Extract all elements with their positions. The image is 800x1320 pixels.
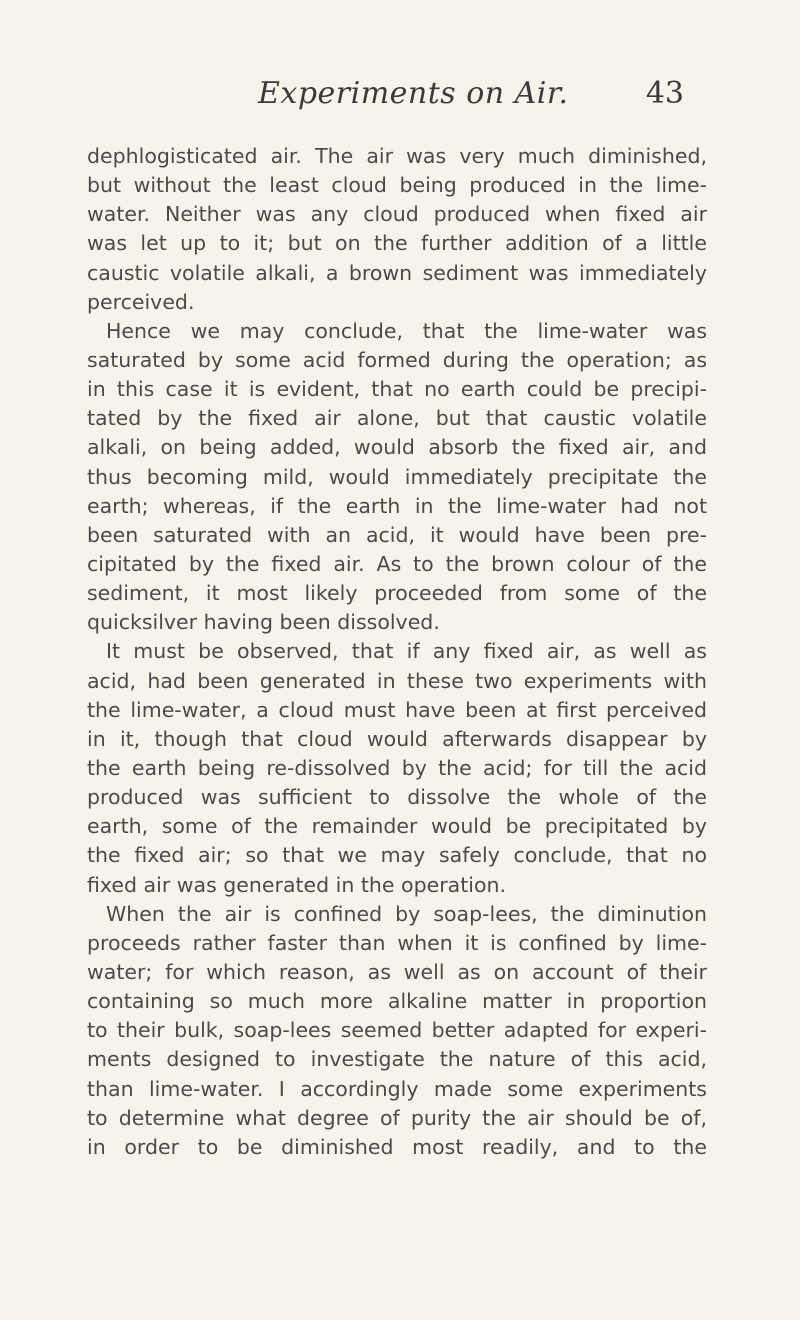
text-line: earth, some of the remainder would be precipitated by (87, 814, 707, 839)
text-line: in order to be diminished most readily, and to the (87, 1134, 707, 1159)
text-line: caustic volatile alkali, a brown sediment was immediately (87, 260, 707, 285)
body-text (87, 142, 707, 1162)
text-line: than lime-water. I accordingly made some experiments (87, 1076, 707, 1101)
text-line: saturated by some acid formed during the operation; as (87, 347, 707, 372)
page-number: 43 (645, 76, 684, 111)
text-line: dephlogisticated air. The air was very much diminished, (87, 144, 707, 168)
text-line: the lime-water, a cloud must have been at first perceived (87, 697, 707, 722)
text-line: water. Neither was any cloud produced when fixed air (87, 202, 707, 227)
text-line: sediment, it most likely proceeded from some of the (87, 581, 707, 606)
text-line: was let up to it; but on the further addition of a little (87, 231, 707, 256)
text-line: containing so much more alkaline matter in proportion (87, 989, 707, 1014)
text-line: When the air is confined by soap-lees, the diminution (106, 901, 707, 926)
text-line: It must be observed, that if any fixed air, as well as (106, 639, 707, 664)
text-line: but without the least cloud being produced in the lime- (87, 173, 707, 198)
text-line: fixed air was generated in the operation. (87, 872, 506, 897)
text-line: in this case it is evident, that no earth could be precipi- (87, 377, 707, 402)
text-line: proceeds rather faster than when it is confined by lime- (87, 930, 707, 955)
text-line: thus becoming mild, would immediately precipitate the (87, 464, 707, 489)
text-line: tated by the fixed air alone, but that caustic volatile (87, 406, 707, 431)
text-line: to determine what degree of purity the air should be of, (87, 1105, 707, 1130)
running-head (258, 76, 684, 124)
text-line: the earth being re-dissolved by the acid; for till the acid (87, 755, 707, 780)
text-line: in it, though that cloud would afterwards disappear by (87, 726, 707, 751)
text-line: ments designed to investigate the nature of this acid, (87, 1047, 707, 1072)
text-line: perceived. (87, 289, 195, 314)
text-line: alkali, on being added, would absorb the fixed air, and (87, 435, 707, 460)
text-line: Hence we may conclude, that the lime-water was (106, 318, 707, 343)
text-line: the fixed air; so that we may safely conclude, that no (87, 843, 707, 868)
text-line: produced was sufficient to dissolve the whole of the (87, 785, 707, 810)
running-head-title: Experiments on Air. (258, 76, 569, 111)
text-line: earth; whereas, if the earth in the lime-water had not (87, 493, 707, 518)
text-line: acid, had been generated in these two experiments with (87, 668, 707, 693)
text-line: cipitated by the fixed air. As to the brown colour of the (87, 551, 707, 576)
text-line: quicksilver having been dissolved. (87, 610, 440, 635)
text-line: water; for which reason, as well as on account of their (87, 959, 707, 984)
text-line: to their bulk, soap-lees seemed better adapted for experi- (87, 1018, 707, 1043)
text-line: been saturated with an acid, it would have been pre- (87, 522, 707, 547)
